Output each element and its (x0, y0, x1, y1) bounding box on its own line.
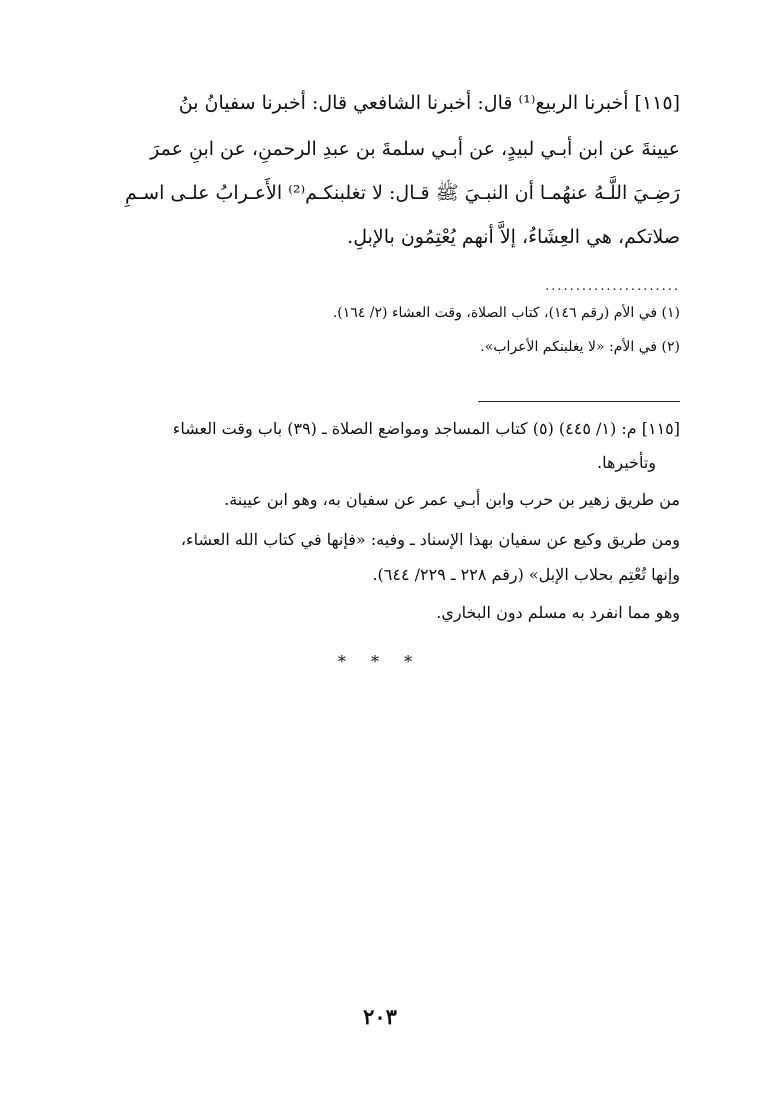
page-number: ٢٠٣ (363, 1004, 397, 1029)
takhrij-line-6: وهو مما انفرد به مسلم دون البخاري. (436, 603, 680, 622)
main-text-line-2: عيينةَ عن ابن أبـي لبيدٍ، عن أبـي سلمةَ بن عبدِ الرحمنِ، عن ابنِ عمرَ (150, 138, 680, 160)
takhrij-line-1: [١١٥] م: (١/ ٤٤٥) (٥) كتاب المساجد ومواضع الصلاة ـ (٣٩) باب وقت العشاء (172, 419, 680, 438)
footnote-separator: ...................... (545, 279, 680, 294)
footnote-2: (٢) في الأم: «لا يغلبنكم الأعراب». (480, 339, 680, 355)
main-text-line-3: رَضِـيَ اللَّـهُ عنهُمـا أن النبـيَ ﷺ قـال: لا تغلبنكـم⁽²⁾ الأَعـرابُ علـى اسـمِ (124, 182, 680, 204)
main-text-line-1: [١١٥] أخبرنا الربيع⁽¹⁾ قال: أخبرنا الشافعي قال: أخبرنا سفيانُ بنُ (178, 92, 680, 114)
takhrij-line-3: من طريق زهير بن حرب وابن أبـي عمر عن سفيان به، وهو ابن عيينة. (224, 490, 680, 509)
takhrij-line-2: وتأخيرها. (597, 453, 656, 472)
takhrij-line-5: وإنها تُعْتِم بحلاب الإبل» (رقم ٢٢٨ ـ ٢٢٩/ ٦٤٤). (372, 565, 680, 584)
section-end-stars: * * * (337, 652, 423, 671)
main-text-line-4: صلاتكم، هي العِشَاءُ، إلاَّ أنهم يُعْتِمُون بالإبلِ. (347, 226, 680, 248)
takhrij-divider (478, 401, 680, 402)
takhrij-line-4: ومن طريق وكيع عن سفيان بهذا الإسناد ـ وفيه: «فإنها في كتاب الله العشاء، (180, 530, 680, 549)
footnote-1: (١) في الأم (رقم ١٤٦)، كتاب الصلاة، وقت العشاء (٢/ ١٦٤). (332, 305, 680, 321)
